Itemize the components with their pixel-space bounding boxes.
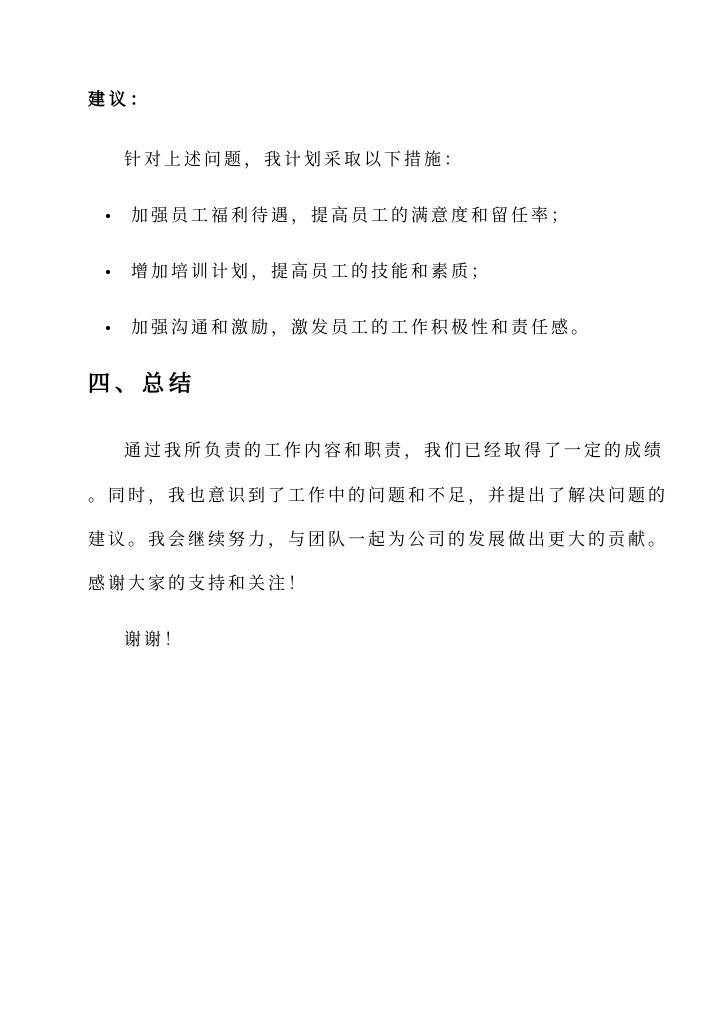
closing-text: 谢谢！ [124, 630, 184, 650]
summary-line-4: 感谢大家的支持和关注！ [88, 574, 308, 594]
summary-line-2: 。同时，我也意识到了工作中的问题和不足，并提出了解决问题的 [88, 486, 668, 506]
bullet-icon [106, 326, 110, 330]
bullet-icon [106, 214, 110, 218]
suggestions-intro: 针对上述问题，我计划采取以下措施： [124, 150, 464, 170]
bullet-icon [106, 270, 110, 274]
section-title: 四、总结 [88, 371, 197, 397]
summary-line-1: 通过我所负责的工作内容和职责，我们已经取得了一定的成绩 [124, 441, 664, 461]
list-item-text: 加强员工福利待遇，提高员工的满意度和留任率； [131, 206, 571, 226]
suggestions-heading: 建议： [88, 90, 151, 110]
list-item-text: 增加培训计划，提高员工的技能和素质； [131, 262, 491, 282]
list-item-text: 加强沟通和激励，激发员工的工作积极性和责任感。 [131, 318, 591, 338]
summary-line-3: 建议。我会继续努力，与团队一起为公司的发展做出更大的贡献。 [88, 530, 668, 550]
